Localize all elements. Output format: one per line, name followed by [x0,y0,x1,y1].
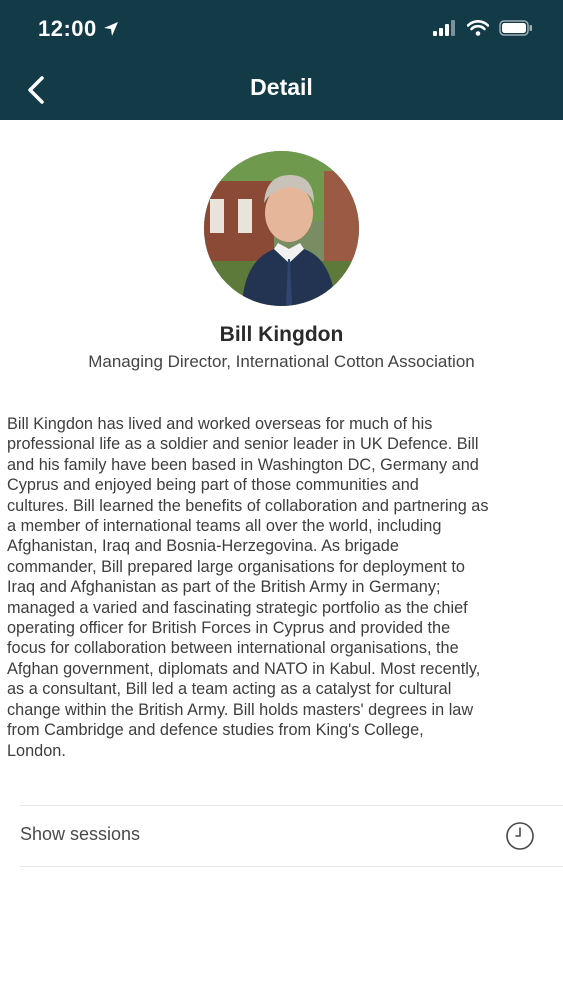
bio-text: Bill Kingdon has lived and worked overseas for much of his professional life as a soldier and senior leader in UK Defence. Bill and his family have been based in Washington DC, Germany and Cyprus and enjoyed being part of those communities and cultures. Bill learned the benefits of collaboration and partnering as a member of international teams all over the world, including Afghanistan, Iraq and Bosnia-Herzegovina. As brigade commander, Bill prepared large organisations for deployment to Iraq and Afghanistan as part of the British Army in Germany; managed a varied and fascinating strategic portfolio as the chief operating officer for British Forces in Cyprus and provided the focus for collaboration between international organisations, the Afghan government, diplomats and NATO in Kabul. Most recently, as a consultant, Bill led a team acting as a catalyst for cultural change within the British Army. Bill holds masters' degrees in law from Cambridge and defence studies from King's College, London. [7,415,489,760]
app-header [0,0,563,120]
status-time: 12:00 [38,16,97,41]
show-sessions-label: Show sessions [20,824,141,844]
status-icons [433,20,533,36]
location-arrow-icon [103,21,119,37]
show-sessions-row[interactable] [20,805,563,867]
cellular-signal-icon [433,20,457,36]
person-name: Bill Kingdon [219,323,344,346]
page-title: Detail [250,74,313,100]
clock-icon [505,821,535,851]
avatar [204,151,359,306]
profile-photo [204,151,359,306]
status-bar [0,0,563,60]
wifi-icon [467,20,489,36]
status-time-group [38,16,119,42]
battery-icon [499,20,533,36]
navigation-bar [0,60,563,120]
person-role: Managing Director, International Cotton Association [88,352,475,371]
